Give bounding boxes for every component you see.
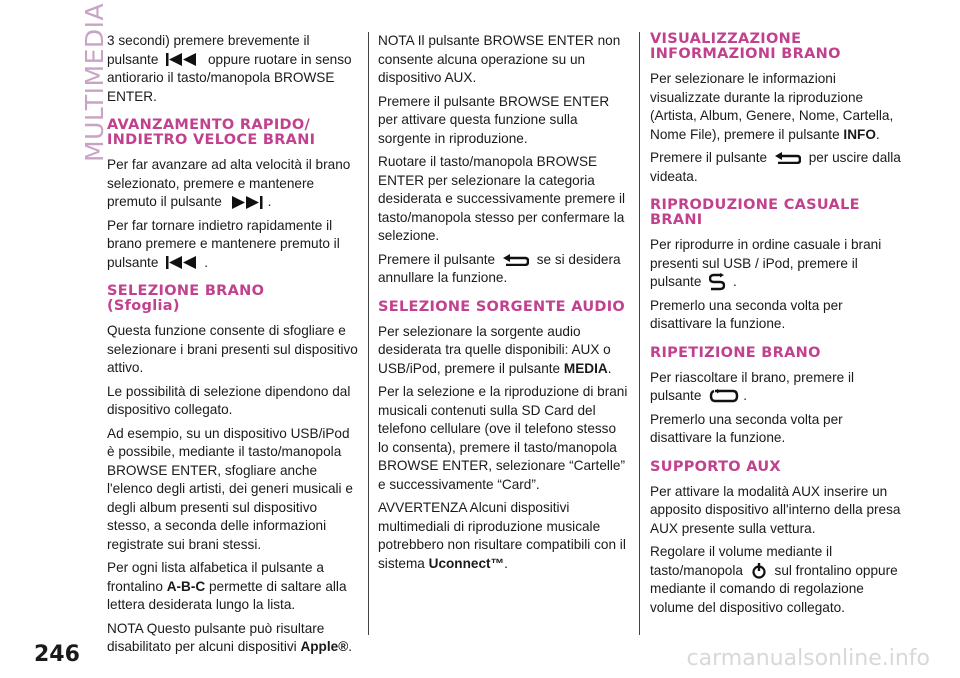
section-label-text: MULTIMEDIA: [80, 2, 109, 162]
heading-avanzamento: AVANZAMENTO RAPIDO/ INDIETRO VELOCE BRANI: [107, 117, 316, 148]
paragraph-nota-browse: NOTA Il pulsante BROWSE ENTER non consente alcuna operazione su un dispositivo AUX.: [378, 33, 621, 85]
column-divider-2: [639, 32, 640, 635]
column-divider-1: [368, 32, 369, 635]
paragraph-casuale-off: Premerlo una seconda volta per disattivare la funzione.: [650, 297, 843, 331]
paragraph-nota: NOTA Questo pulsante può risultare disabilitato per alcuni dispositivi Apple®.: [107, 620, 352, 654]
paragraph-intro: 3 secondi) premere brevemente il pulsante oppure ruotare in senso antiorario il tasto/manopola BROWSE ENTER.: [107, 33, 352, 104]
paragraph-sfoglia: Questa funzione consente di sfogliare e selezionare i brani presenti sul dispositivo attivo.: [107, 323, 358, 375]
paragraph-sd-card: Per la selezione e la riproduzione di brani musicali contenuti sulla SD Card del telefono cellulare (ove il telefono stesso lo consenta), premere il tasto/manopola BROWSE ENTER, selezionare “Cartelle” e successivamente “Card”.: [378, 384, 628, 492]
heading-info: VISUALIZZAZIONE INFORMAZIONI BRANO: [650, 31, 841, 62]
paragraph-info: Per selezionare le informazioni visualizzate durante la riproduzione (Artista, Album, Genere, Nome, Cartella, Nome File), premere il pulsante INFO.: [650, 71, 894, 142]
next-track-icon: [230, 196, 264, 209]
heading-ripetizione: RIPETIZIONE BRANO: [650, 344, 821, 361]
column-2: [378, 32, 630, 578]
paragraph-avvertenza: AVVERTENZA Alcuni dispositivi multimediali di riproduzione musicale potrebbero non risultare compatibili con il sistema Uconnect™.: [378, 500, 626, 571]
power-knob-icon: [751, 563, 767, 579]
watermark: carmanualsonline.info: [686, 646, 930, 671]
previous-track-icon: [166, 53, 200, 66]
paragraph-ripetizione-off: Premerlo una seconda volta per disattivare la funzione.: [650, 411, 843, 445]
back-arrow-icon: [775, 152, 801, 164]
side-section-label: [48, 2, 109, 182]
paragraph-premere: Premere il pulsante BROWSE ENTER per attivare questa funzione sulla sorgente in riproduzione.: [378, 93, 610, 146]
paragraph-uscire: Premere il pulsante per uscire dalla videata.: [650, 150, 901, 184]
previous-track-icon: [166, 256, 200, 269]
back-arrow-icon: [503, 254, 529, 266]
paragraph-sorgente: Per selezionare la sorgente audio desiderata tra quelle disponibili: AUX o USB/iPod, premere il pulsante MEDIA.: [378, 323, 612, 376]
repeat-icon: [709, 389, 739, 403]
column-3: [650, 32, 902, 622]
paragraph-volume: Regolare il volume mediante il tasto/manopola sul frontalino oppure mediante il comando di regolazione volume del dispositivo collegato.: [650, 544, 898, 615]
heading-aux: SUPPORTO AUX: [650, 458, 781, 475]
paragraph-indietro: Per far tornare indietro rapidamente il brano premere e mantenere premuto il pulsante .: [107, 217, 340, 270]
shuffle-icon: [709, 273, 725, 291]
paragraph-aux: Per attivare la modalità AUX inserire un apposito dispositivo all'interno della presa AUX presente sulla vettura.: [650, 483, 901, 536]
paragraph-avanti: Per far avanzare ad alta velocità il brano selezionato, premere e mantenere premuto il pulsante .: [107, 157, 351, 209]
paragraph-possibilita: Le possibilità di selezione dipendono dal dispositivo collegato.: [107, 383, 351, 417]
paragraph-ripetizione: Per riascoltare il brano, premere il pulsante .: [650, 369, 854, 403]
paragraph-ruotare: Ruotare il tasto/manopola BROWSE ENTER per selezionare la categoria desiderata e successivamente premere il tasto/manopola stesso per confermare la selezione.: [378, 154, 626, 243]
heading-sorgente: SELEZIONE SORGENTE AUDIO: [378, 298, 626, 315]
heading-casuale: RIPRODUZIONE CASUALE BRANI: [650, 197, 860, 228]
paragraph-lista: Per ogni lista alfabetica il pulsante a frontalino A-B-C permette di saltare alla lettera desiderata lungo la lista.: [107, 560, 347, 612]
heading-selezione: SELEZIONE BRANO (Sfoglia): [107, 283, 265, 314]
page-number: 246: [34, 642, 80, 667]
paragraph-esempio: Ad esempio, su un dispositivo USB/iPod è possibile, mediante il tasto/manopola BROWSE ENTER, sfogliare anche l'elenco degli artisti, dei generi musicali e degli album presenti sul dispositivo stesso, a seconda delle informazioni registrate sui brani stessi.: [107, 425, 353, 552]
column-1: [107, 32, 359, 662]
paragraph-annulla: Premere il pulsante se si desidera annullare la funzione.: [378, 251, 621, 285]
paragraph-casuale: Per riprodurre in ordine casuale i brani presenti sul USB / iPod, premere il pulsante .: [650, 236, 902, 292]
